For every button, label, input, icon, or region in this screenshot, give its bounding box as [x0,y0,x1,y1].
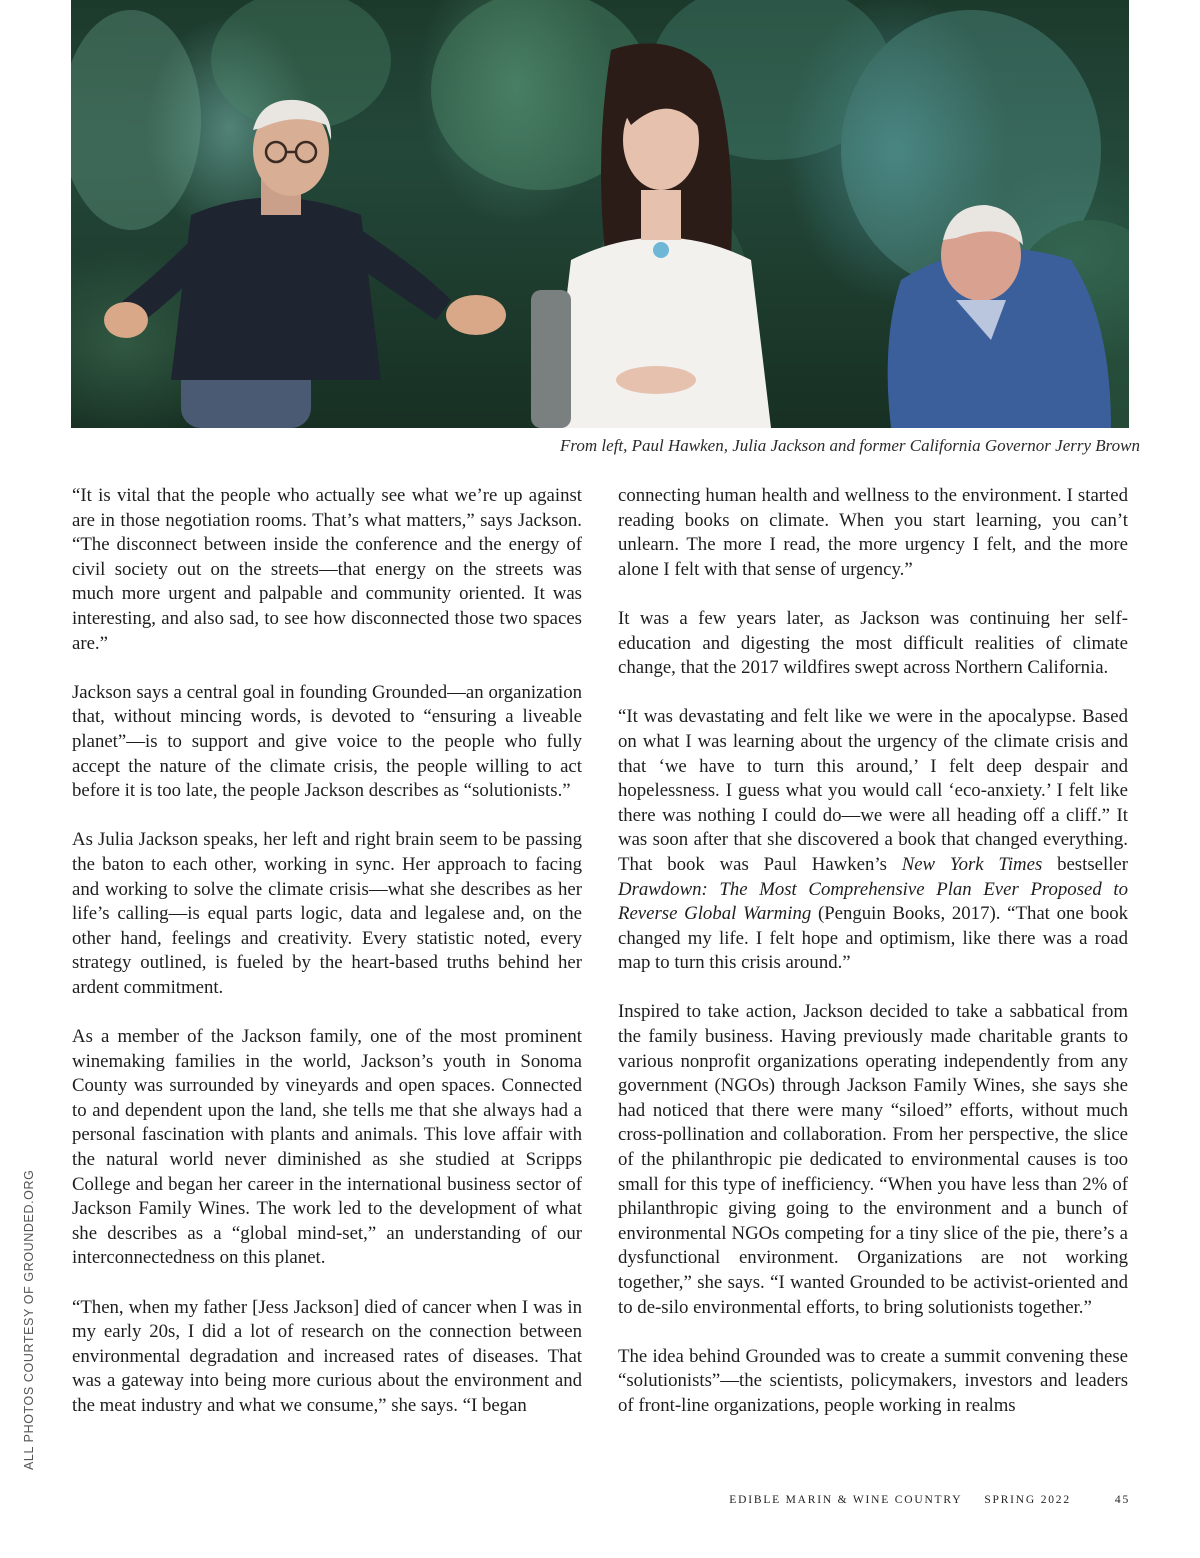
paragraph [618,705,1128,976]
issue-label: SPRING 2022 [984,1494,1071,1506]
paragraph: As Julia Jackson speaks, her left and right brain seem to be passing the baton to each other, working in sync. Her approach to facing and working to solve the climate crisis—what she describes as her life’s calling—is equal parts logic, data and legalese and, on the other hand, feelings and creativity. Every statistic noted, every strategy outlined, is fueled by the heart-based truths behind her ardent commitment. [72,829,582,998]
paragraph: As a member of the Jackson family, one of the most prominent winemaking families in the world, Jackson’s youth in Sonoma County was surrounded by vineyards and open spaces. Connected to and dependent upon the land, she tells me that she always had a personal fascination with plants and animals. This love affair with the natural world never diminished as she studied at Scripps College and began her career in the international business sector of Jackson Family Wines. The work led to the development of what she describes as a “global mind-set,” an understanding of our interconnectedness on this planet. [72,1026,582,1269]
paragraph: Jackson says a central goal in founding Grounded—an organization that, without mincing words, is devoted to “ensuring a liveable planet”—is to support and give voice to the people who fully accept the nature of the climate crisis, the people willing to act before it is too late, the people Jackson describes as “solutionists.” [72,681,582,802]
paragraph: Inspired to take action, Jackson decided to take a sabbatical from the family business. Having previously made charitable grants to various nonprofit organizations operating independently from any government (NGOs) through Jackson Family Wines, she says she had noticed that there were many “siloed” efforts, without much cross-pollination and collaboration. From her perspective, the slice of the philanthropic pie dedicated to environmental causes is too small for this type of inefficiency. “When you have less than 2% of philanthropic giving going to the environment and a bunch of environmental NGOs competing for a tiny slice of the pie, there’s a dysfunctional environment. Organizations are not working together,” she says. “I wanted Grounded to be activist-oriented and to de-silo environmental efforts, to bring solutionists together.” [618,1001,1128,1318]
paragraph: The idea behind Grounded was to create a summit convening these “solutionists”—the scientists, policymakers, investors and leaders of front-line organizations, people working in realms [618,1345,1128,1416]
publication-name: EDIBLE MARIN & WINE COUNTRY [729,1494,963,1506]
paragraph: “Then, when my father [Jess Jackson] died of cancer when I was in my early 20s, I did a lot of research on the connection between environmental degradation and increased rates of diseases. That was a gateway into being more curious about the environment and the meat industry and what we consume,” she says. “I began [72,1296,582,1416]
photo-credit: ALL PHOTOS COURTESY OF GROUNDED.ORG [22,1169,36,1470]
text-run: “It was devastating and felt like we were in the apocalypse. Based on what I was learning about the urgency of the climate crisis and that ‘we have to turn this around,’ I felt deep despair and hopelessness. I guess what you would call ‘eco-anxiety.’ I felt like there was nothing I could do—we were all heading off a cliff.” It was soon after that she discovered a book that changed everything. That book was Paul Hawken’s [618,706,1128,875]
photo-illustration [71,0,1129,428]
text-run: bestseller [1042,853,1129,875]
book-title-italic: New York Times [901,853,1043,875]
photo-caption: From left, Paul Hawken, Julia Jackson and former California Governor Jerry Brown [560,436,1140,455]
article-photo [71,0,1129,428]
article-column-right [618,484,1128,1419]
page-number: 45 [1114,1494,1130,1506]
paragraph: It was a few years later, as Jackson was continuing her self-education and digesting the most difficult realities of climate change, that the 2017 wildfires swept across Northern California. [618,607,1128,679]
paragraph: “It is vital that the people who actually see what we’re up against are in those negotiation rooms. That’s what matters,” says Jackson. “The disconnect between inside the conference and the energy of civil society out on the streets—that energy on the streets was much more urgent and palpable and community oriented. It was interesting, and also sad, to see how disconnected those two spaces are.” [72,485,582,654]
text-run: (Penguin Books, 2017). “That one book changed my life. I felt hope and optimism, like there was a road map to turn this crisis around.” [618,903,1128,974]
paragraph: connecting human health and wellness to the environment. I started reading books on climate. When you start learning, you can’t unlearn. The more I read, the more urgency I felt, and the more alone I felt with that sense of urgency.” [618,485,1128,580]
article-column-left [72,484,582,1419]
page-footer [729,1494,1130,1506]
book-title-italic: Drawdown: The Most Comprehensive Plan Ever Proposed to Reverse Global Warming [618,878,1128,925]
